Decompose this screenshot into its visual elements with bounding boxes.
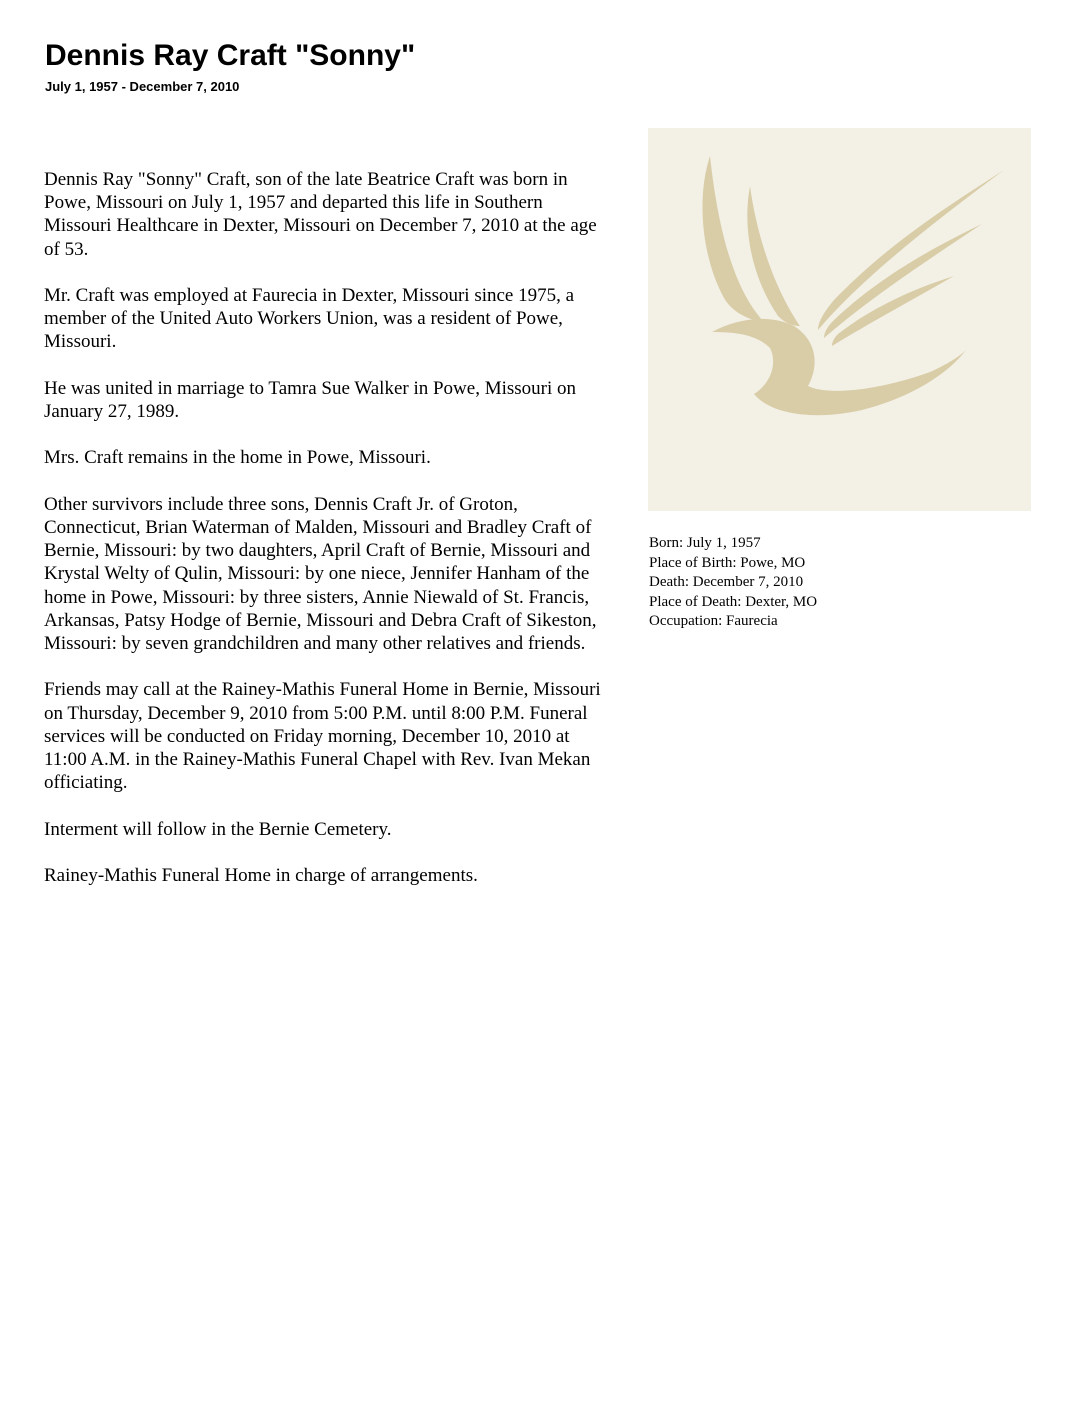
fact-place-of-death: Place of Death: Dexter, MO (649, 593, 818, 610)
dove-feather (818, 170, 1004, 330)
obituary-paragraph: Interment will follow in the Bernie Cemetery. (44, 818, 392, 840)
obituary-paragraph: Other survivors include three sons, Dennis Craft Jr. of Groton, Connecticut, Brian Waterman of Malden, Missouri and Bradley Craft of Bernie, Missouri: by two daughters, April Craft of Bernie, Missouri and Krystal Welty of Qulin, Missouri: by one niece, Jennifer Hanham of the home in Powe, Missouri: by three sisters, Annie Niewald of St. Francis, Arkansas, Patsy Hodge of Bernie, Missouri and Debra Craft of Sikeston, Missouri: by seven grandchildren and many other relatives and friends. (44, 493, 597, 654)
fact-place-of-birth: Place of Birth: Powe, MO (649, 554, 806, 571)
obituary-paragraph: Friends may call at the Rainey-Mathis Funeral Home in Bernie, Missouri on Thursday, December 9, 2010 from 5:00 P.M. until 8:00 P.M. Funeral services will be conducted on Friday morning, December 10, 2010 at 11:00 A.M. in the Rainey-Mathis Funeral Chapel with Rev. Ivan Mekan officiating. (44, 679, 601, 794)
page-title: Dennis Ray Craft "Sonny" (45, 39, 416, 72)
fact-born: Born: July 1, 1957 (649, 535, 761, 551)
obituary-paragraph: He was united in marriage to Tamra Sue Walker in Powe, Missouri on January 27, 1989. (44, 377, 577, 422)
obituary-paragraph: Dennis Ray "Sonny" Craft, son of the late Beatrice Craft was born in Powe, Missouri on July 1, 1957 and departed this life in Southern Missouri Healthcare in Dexter, Missouri on December 7, 2010 at the age of 53. (44, 169, 597, 260)
dove-icon (648, 128, 1031, 511)
dove-feather (747, 186, 800, 326)
life-dates: July 1, 1957 - December 7, 2010 (45, 79, 240, 94)
obituary-paragraph: Rainey-Mathis Funeral Home in charge of arrangements. (44, 864, 478, 886)
obituary-text (44, 168, 604, 910)
fact-death: Death: December 7, 2010 (649, 574, 804, 591)
vital-facts (649, 534, 1029, 632)
obituary-paragraph: Mr. Craft was employed at Faurecia in Dexter, Missouri since 1975, a member of the United Auto Workers Union, was a resident of Powe, Missouri. (44, 285, 575, 353)
fact-occupation: Occupation: Faurecia (649, 613, 778, 630)
memorial-photo (648, 128, 1031, 511)
obituary-paragraph: Mrs. Craft remains in the home in Powe, Missouri. (44, 447, 431, 469)
